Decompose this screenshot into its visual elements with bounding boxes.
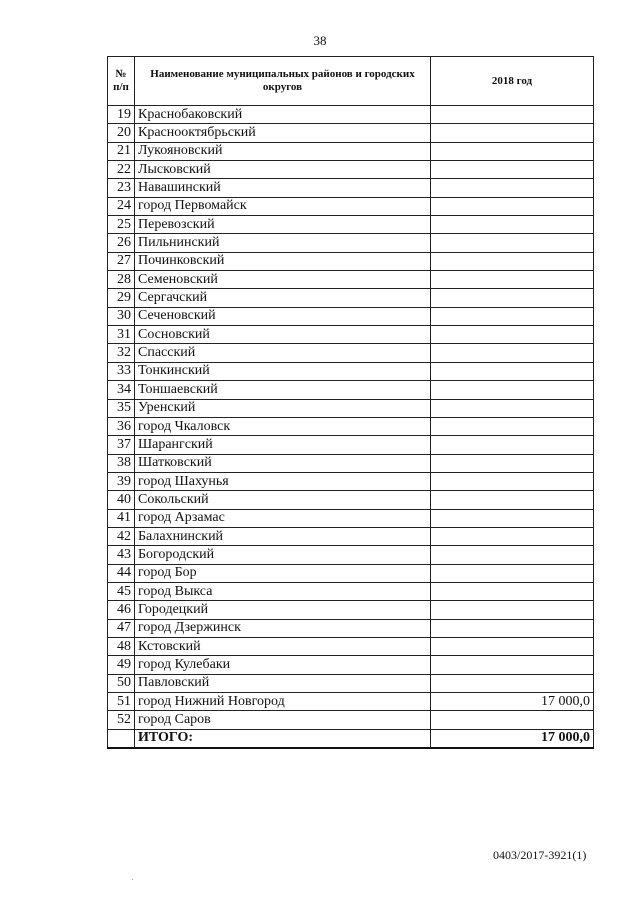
row-name: Тонкинский xyxy=(135,362,431,380)
table-row xyxy=(108,252,594,270)
row-name: Тоншаевский xyxy=(135,381,431,399)
total-value: 17 000,0 xyxy=(431,729,594,748)
row-num: 35 xyxy=(108,399,135,417)
row-num: 23 xyxy=(108,179,135,197)
table-row xyxy=(108,454,594,472)
row-value xyxy=(431,179,594,197)
table-row xyxy=(108,656,594,674)
row-num: 30 xyxy=(108,307,135,325)
table-row xyxy=(108,417,594,435)
row-value xyxy=(431,509,594,527)
row-value xyxy=(431,472,594,490)
row-name: Пильнинский xyxy=(135,234,431,252)
table-row xyxy=(108,637,594,655)
row-num: 49 xyxy=(108,656,135,674)
row-num: 33 xyxy=(108,362,135,380)
table-row xyxy=(108,399,594,417)
total-label: ИТОГО: xyxy=(135,729,431,748)
row-value xyxy=(431,307,594,325)
row-num: 32 xyxy=(108,344,135,362)
page-number: 38 xyxy=(313,33,327,48)
row-name: город Выкса xyxy=(135,582,431,600)
table-row xyxy=(108,472,594,490)
row-name: Навашинский xyxy=(135,179,431,197)
table-row xyxy=(108,436,594,454)
row-name: Сокольский xyxy=(135,491,431,509)
row-num: 22 xyxy=(108,161,135,179)
row-num: 20 xyxy=(108,124,135,142)
table-row xyxy=(108,674,594,692)
row-num: 37 xyxy=(108,436,135,454)
row-value xyxy=(431,252,594,270)
row-name: Лукояновский xyxy=(135,142,431,160)
row-value xyxy=(431,271,594,289)
table-row xyxy=(108,161,594,179)
table-row xyxy=(108,601,594,619)
row-value xyxy=(431,656,594,674)
row-num: 40 xyxy=(108,491,135,509)
row-num: 39 xyxy=(108,472,135,490)
row-value xyxy=(431,637,594,655)
scan-speck xyxy=(132,879,133,880)
row-name: Сеченовский xyxy=(135,307,431,325)
table-row xyxy=(108,509,594,527)
row-value xyxy=(431,344,594,362)
row-value xyxy=(431,106,594,124)
table-row xyxy=(108,693,594,711)
row-num: 34 xyxy=(108,381,135,399)
row-num: 44 xyxy=(108,564,135,582)
row-name: город Чкаловск xyxy=(135,417,431,435)
header-num: № п/п xyxy=(108,57,135,106)
row-num: 42 xyxy=(108,527,135,545)
row-name: город Дзержинск xyxy=(135,619,431,637)
row-name: Шарангский xyxy=(135,436,431,454)
row-value xyxy=(431,674,594,692)
row-num: 50 xyxy=(108,674,135,692)
row-value xyxy=(431,142,594,160)
table-row xyxy=(108,197,594,215)
table-body xyxy=(108,106,594,730)
total-num-cell xyxy=(108,729,135,748)
table-row xyxy=(108,106,594,124)
row-num: 46 xyxy=(108,601,135,619)
row-value xyxy=(431,546,594,564)
row-num: 24 xyxy=(108,197,135,215)
row-value xyxy=(431,711,594,729)
row-value xyxy=(431,417,594,435)
row-name: Шатковский xyxy=(135,454,431,472)
row-name: город Кулебаки xyxy=(135,656,431,674)
row-num: 38 xyxy=(108,454,135,472)
table-row xyxy=(108,344,594,362)
row-name: Сергачский xyxy=(135,289,431,307)
row-num: 25 xyxy=(108,216,135,234)
row-num: 31 xyxy=(108,326,135,344)
row-num: 43 xyxy=(108,546,135,564)
row-name: Городецкий xyxy=(135,601,431,619)
table-row xyxy=(108,491,594,509)
table-row xyxy=(108,546,594,564)
table-row xyxy=(108,179,594,197)
table-row xyxy=(108,711,594,729)
row-value xyxy=(431,216,594,234)
row-name: Спасский xyxy=(135,344,431,362)
row-value xyxy=(431,582,594,600)
row-name: город Первомайск xyxy=(135,197,431,215)
header-year: 2018 год xyxy=(431,57,594,106)
table-row xyxy=(108,326,594,344)
row-value xyxy=(431,124,594,142)
row-value xyxy=(431,564,594,582)
table-row xyxy=(108,362,594,380)
table-row xyxy=(108,381,594,399)
row-value xyxy=(431,289,594,307)
row-num: 48 xyxy=(108,637,135,655)
header-name: Наименование муниципальных районов и городских округов xyxy=(135,57,431,106)
row-name: Богородский xyxy=(135,546,431,564)
row-name: Лысковский xyxy=(135,161,431,179)
row-name: Перевозский xyxy=(135,216,431,234)
table-row xyxy=(108,564,594,582)
row-name: Кстовский xyxy=(135,637,431,655)
row-name: Краснооктябрьский xyxy=(135,124,431,142)
table-row xyxy=(108,124,594,142)
row-num: 47 xyxy=(108,619,135,637)
row-num: 52 xyxy=(108,711,135,729)
document-code: 0403/2017-3921(1) xyxy=(493,848,587,862)
row-value xyxy=(431,197,594,215)
row-name: Сосновский xyxy=(135,326,431,344)
row-name: город Арзамас xyxy=(135,509,431,527)
row-value: 17 000,0 xyxy=(431,693,594,711)
row-num: 41 xyxy=(108,509,135,527)
row-value xyxy=(431,619,594,637)
row-value xyxy=(431,454,594,472)
row-value xyxy=(431,527,594,545)
row-value xyxy=(431,399,594,417)
total-row xyxy=(108,729,594,748)
table-row xyxy=(108,527,594,545)
row-name: Краснобаковский xyxy=(135,106,431,124)
row-name: город Нижний Новгород xyxy=(135,693,431,711)
table-row xyxy=(108,271,594,289)
row-value xyxy=(431,381,594,399)
table-row xyxy=(108,142,594,160)
row-name: Павловский xyxy=(135,674,431,692)
table-header-row xyxy=(108,57,594,106)
row-value xyxy=(431,436,594,454)
row-value xyxy=(431,601,594,619)
row-value xyxy=(431,362,594,380)
row-num: 27 xyxy=(108,252,135,270)
row-name: город Бор xyxy=(135,564,431,582)
table-row xyxy=(108,307,594,325)
row-num: 21 xyxy=(108,142,135,160)
row-value xyxy=(431,491,594,509)
row-name: город Саров xyxy=(135,711,431,729)
table-row xyxy=(108,289,594,307)
row-value xyxy=(431,234,594,252)
table-row xyxy=(108,619,594,637)
row-num: 45 xyxy=(108,582,135,600)
row-name: Балахнинский xyxy=(135,527,431,545)
row-name: Семеновский xyxy=(135,271,431,289)
allocation-table xyxy=(107,56,594,749)
table-row xyxy=(108,582,594,600)
row-name: Починковский xyxy=(135,252,431,270)
row-num: 36 xyxy=(108,417,135,435)
row-value xyxy=(431,161,594,179)
row-value xyxy=(431,326,594,344)
table-row xyxy=(108,234,594,252)
row-num: 51 xyxy=(108,693,135,711)
row-name: Уренский xyxy=(135,399,431,417)
row-num: 28 xyxy=(108,271,135,289)
row-num: 19 xyxy=(108,106,135,124)
row-num: 29 xyxy=(108,289,135,307)
table-row xyxy=(108,216,594,234)
row-name: город Шахунья xyxy=(135,472,431,490)
row-num: 26 xyxy=(108,234,135,252)
